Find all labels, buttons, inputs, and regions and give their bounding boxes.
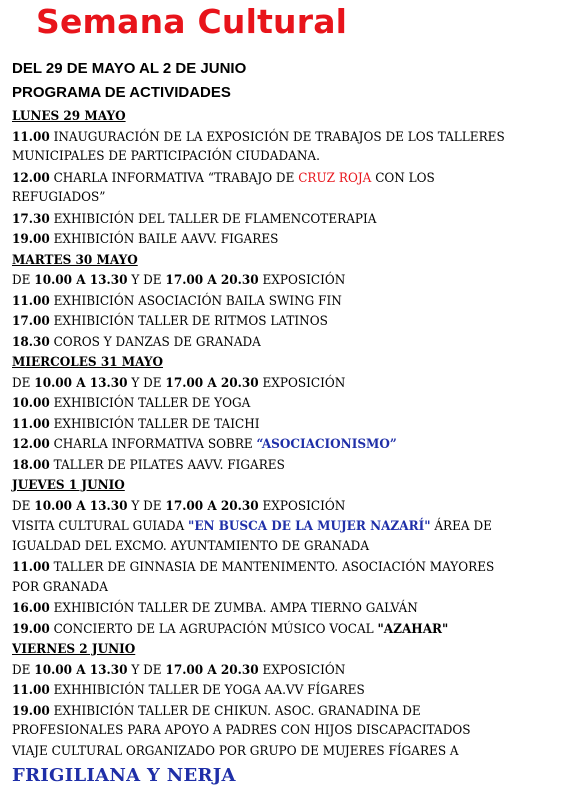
activity-text: POR GRANADA — [12, 579, 108, 595]
schedule-time: 10.00 A 13.30 — [34, 661, 128, 678]
activity-text: CON LOS — [371, 170, 435, 186]
schedule-text: Y DE — [127, 273, 166, 288]
activity-line — [12, 578, 512, 599]
activity-time: 11.00 — [12, 559, 50, 575]
activity-line — [12, 147, 512, 168]
activity-time: 18.00 — [12, 456, 50, 473]
activity-text: IGUALDAD DEL EXCMO. AYUNTAMIENTO DE GRANADA — [12, 538, 370, 554]
activity-time: 19.00 — [12, 620, 50, 637]
schedule-time: 17.00 A 20.30 — [165, 374, 259, 391]
activity-text: TALLER DE GINNASIA DE MANTENIMENTO. ASOCIACIÓN MAYORES — [49, 560, 495, 575]
activity-line — [12, 680, 512, 701]
day-heading: MARTES 30 MAYO — [12, 251, 138, 268]
activity-text: EXHIBICIÓN DEL TALLER DE FLAMENCOTERAPIA — [49, 211, 377, 227]
schedule-time: 10.00 A 13.30 — [34, 374, 128, 391]
day-heading: LUNES 29 MAYO — [12, 108, 126, 124]
schedule-text: DE — [12, 662, 35, 678]
schedule-label: EXPOSICIÓN — [258, 273, 346, 288]
activity-time: 18.30 — [12, 333, 50, 350]
activity-time: 16.00 — [12, 600, 50, 616]
activity-line — [12, 414, 512, 435]
activity-text: EXHIBICIÓN BAILE AAVV. FIGARES — [49, 232, 279, 247]
activity-time: 11.00 — [12, 682, 50, 698]
activity-time: 10.00 — [12, 395, 50, 411]
program-body — [12, 106, 512, 762]
activity-line — [12, 127, 512, 148]
activity-text: VISITA CULTURAL GUIADA — [12, 519, 189, 534]
schedule-time: 17.00 A 20.30 — [165, 272, 259, 288]
activity-time: 12.00 — [12, 169, 50, 186]
activity-line — [12, 742, 512, 763]
activity-time: 11.00 — [12, 128, 50, 145]
activity-text: EXHIBICIÓN ASOCIACIÓN BAILA SWING FIN — [49, 293, 342, 309]
activity-line — [12, 557, 512, 578]
exhibition-schedule-line — [12, 373, 512, 394]
exhibition-schedule-line — [12, 660, 512, 681]
activity-text: EXHIBICIÓN TALLER DE RITMOS LATINOS — [49, 314, 328, 329]
schedule-label: EXPOSICIÓN — [258, 662, 346, 678]
activity-line — [12, 434, 512, 455]
activity-time: 19.00 — [12, 231, 50, 247]
activity-line — [12, 516, 512, 537]
activity-text: CONCIERTO DE LA AGRUPACIÓN MÚSICO VOCAL — [49, 621, 378, 637]
schedule-text: DE — [12, 375, 35, 391]
activity-text: COROS Y DANZAS DE GRANADA — [49, 334, 261, 350]
activity-text: EXHIBICIÓN TALLER DE YOGA — [49, 396, 251, 411]
activity-text: PROFESIONALES PARA APOYO A PADRES CON HIJOS DISCAPACITADOS — [12, 723, 471, 738]
activity-time: 11.00 — [12, 292, 50, 309]
activity-text: CHARLA INFORMATIVA “TRABAJO DE — [49, 170, 299, 186]
activity-text: MUNICIPALES DE PARTICIPACIÓN CIUDADANA. — [12, 149, 320, 164]
activity-text: ÁREA DE — [430, 519, 492, 534]
activity-line — [12, 619, 512, 640]
schedule-time: 10.00 A 13.30 — [34, 272, 128, 288]
activity-text: REFUGIADOS” — [12, 190, 106, 205]
schedule-time: 10.00 A 13.30 — [34, 497, 128, 514]
schedule-label: EXPOSICIÓN — [258, 375, 346, 391]
activity-time: 12.00 — [12, 436, 50, 452]
activity-line — [12, 393, 512, 414]
day-heading: MIERCOLES 31 MAYO — [12, 354, 163, 370]
activity-time: 19.00 — [12, 702, 50, 719]
schedule-label: EXPOSICIÓN — [258, 498, 346, 514]
activity-line — [12, 291, 512, 312]
highlight-bold: "AZAHAR" — [377, 620, 449, 637]
schedule-text: Y DE — [127, 375, 166, 391]
highlight-blue: "EN BUSCA DE LA MUJER NAZARÍ" — [188, 518, 431, 534]
schedule-text: DE — [12, 273, 35, 288]
activity-line — [12, 311, 512, 332]
day-heading: JUEVES 1 JUNIO — [12, 477, 125, 493]
activity-time: 11.00 — [12, 415, 50, 432]
activity-line — [12, 209, 512, 230]
activity-line — [12, 229, 512, 250]
schedule-time: 17.00 A 20.30 — [165, 497, 259, 514]
flyer-title: Semana Cultural — [36, 2, 348, 41]
activity-text: VIAJE CULTURAL ORGANIZADO POR GRUPO DE MUJERES FÍGARES A — [12, 743, 459, 759]
activity-line — [12, 701, 512, 722]
activity-text: EXHIBICIÓN TALLER DE ZUMBA. AMPA TIERNO GALVÁN — [49, 601, 418, 616]
activity-text: TALLER DE PILATES AAVV. FIGARES — [49, 457, 285, 473]
activity-line — [12, 537, 512, 558]
activity-text: CHARLA INFORMATIVA SOBRE — [49, 437, 257, 452]
activity-line — [12, 332, 512, 353]
activity-text: EXHHIBICIÓN TALLER DE YOGA AA.VV FÍGARES — [49, 683, 365, 698]
final-destination: FRIGILIANA Y NERJA — [12, 765, 236, 786]
highlight-red: CRUZ ROJA — [298, 170, 372, 186]
date-range: DEL 29 DE MAYO AL 2 DE JUNIO — [12, 60, 247, 77]
schedule-time: 17.00 A 20.30 — [165, 661, 259, 678]
schedule-text: DE — [12, 498, 35, 514]
activity-time: 17.00 — [12, 313, 50, 329]
activity-line — [12, 168, 512, 189]
activity-line — [12, 455, 512, 476]
schedule-text: Y DE — [127, 662, 166, 678]
activity-time: 17.30 — [12, 210, 50, 227]
day-heading: VIERNES 2 JUNIO — [12, 641, 136, 657]
activity-text: EXHIBICIÓN TALLER DE TAICHI — [49, 416, 260, 432]
activity-line — [12, 188, 512, 209]
exhibition-schedule-line — [12, 496, 512, 517]
schedule-text: Y DE — [127, 498, 166, 514]
activity-line — [12, 721, 512, 742]
activity-text: EXHIBICIÓN TALLER DE CHIKUN. ASOC. GRANADINA DE — [49, 703, 421, 719]
activity-line — [12, 598, 512, 619]
highlight-blue: “ASOCIACIONISMO” — [256, 436, 397, 452]
program-heading: PROGRAMA DE ACTIVIDADES — [12, 84, 231, 101]
exhibition-schedule-line — [12, 270, 512, 291]
activity-text: INAUGURACIÓN DE LA EXPOSICIÓN DE TRABAJOS DE LOS TALLERES — [49, 129, 505, 145]
